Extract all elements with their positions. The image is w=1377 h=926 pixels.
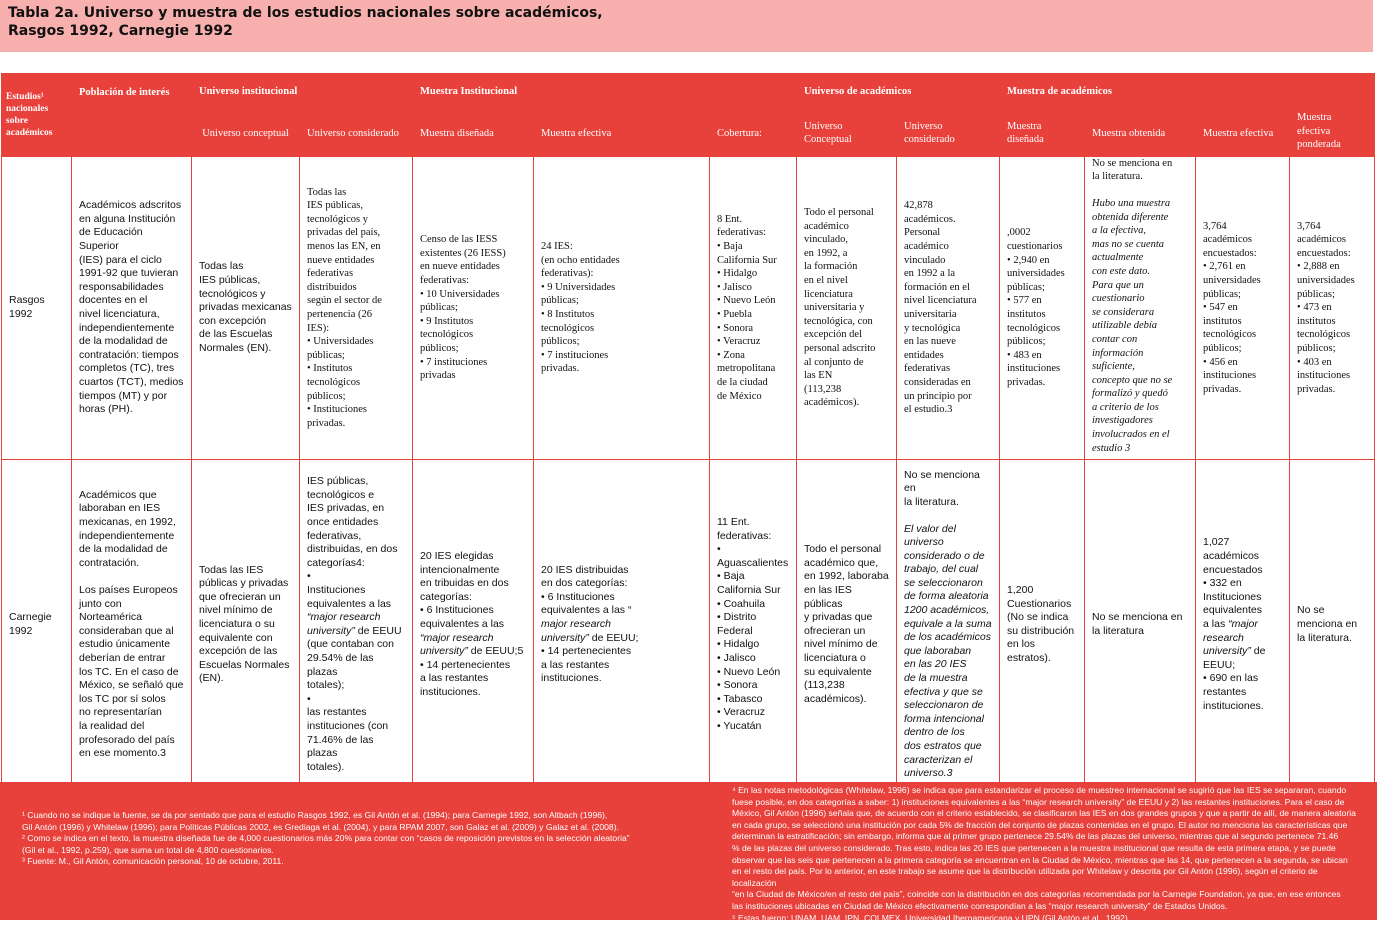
- row-universo-conceptual: Todas las IES públicas y privadas que ofrecieran un nivel mínimo de licenciatura o su equivalente con excepción de las Escuelas Normales (EN).: [192, 460, 300, 790]
- header-universo-institucional: Universo institucional: [192, 74, 413, 111]
- footnotes-right: ⁴ En las notas metodológicas (Whitelaw, 1996) se indica que para estandarizar el proceso de muestreo internacional se sugirió que las IES se separaran, cuando fuese posible, en dos categorías a saber: 1) instituciones equivalentes a las “major research university” de EEUU y 2) las restantes instituciones. Para el caso de México, Gil Antón (1996) señala que, de acuerdo con el criterio establecido, se clasificaron las IES en dos grandes grupos y que a partir de allí, de manera aleatoria en cada grupo, se seleccionó una institución por cada 5% de fracción del conjunto de plazas contenidas en el grupo. El autor no menciona las características que determinan la estratificación; sin embargo, informa que al primer grupo pertenece 29.54% de las plazas del universo, mientras que al segundo pertenece 71.46 % de las plazas del universo considerado. Tras esto, indica las 20 IES que pertenecen a la muestra institucional que resulta de esta primera etapa, y se puede observar que las seis que pertenecen a la primera categoría se encuentran en la Ciudad de México, mientras que las 14, que pertenecen a la segunda, se ubican en el resto del país. Por lo anterior, en este trabajo se asume que la distribución utilizada por Whitelaw y descrita por Gil Antón (1996), según el criterio de localización “en la Ciudad de México/en el resto del país”, coincide con la distribución en dos categorías recomendada por la Carnegie Foundation, ya que, en ese entonces las instituciones ubicadas en Ciudad de México efectivamente correspondían a las “major research university” de Estados Unidos. ⁵ Estas fueron: UNAM, UAM, IPN, COLMEX, Universidad Iberoamericana y UPN (Gil Antón et al., 1992).: [732, 785, 1356, 923]
- row-muestra-efectiva: [534, 460, 710, 790]
- muestra-efectiva-acad-text-italic: “major research university”: [1203, 617, 1258, 658]
- row-universo-considerado: [300, 460, 413, 790]
- table-title: Tabla 2a. Universo y muestra de los estudios nacionales sobre académicos, Rasgos 1992, Carnegie 1992: [8, 5, 603, 39]
- table-row: [2, 156, 1375, 459]
- header-muestra-disenada: Muestra diseñada: [413, 111, 534, 157]
- row-study: Carnegie 1992: [2, 460, 72, 790]
- universo-considerado-detail: El valor del universo considerado o de trabajo, del cual se seleccionaron de forma aleatoria 1200 académicos, equivale a la suma de los académicos que laboraban en las 20 IES de la muestra efectiva y que se seleccionaron de forma intencional dentro de los dos estratos que caracterizan el universo.3: [904, 522, 992, 780]
- row-muestra-ponderada: 3,764 académicos encuestados: • 2,888 en universidades públicas; • 473 en institutos tecnológicos públicos; • 403 en instituciones privadas.: [1290, 156, 1375, 459]
- header-universo-conceptual-acad: Universo Conceptual: [797, 111, 897, 157]
- row-muestra-obtenida: No se menciona en la literatura: [1085, 460, 1196, 790]
- header-row-groups: [2, 74, 1375, 111]
- row-population: Académicos que laboraban en IES mexicanas, en 1992, independientemente de la modalidad de contratación. Los países Europeos junto con Norteamérica consideraban que al estudio únicamente deberían de entrar los TC. En el caso de México, se señaló que los TC por sí solos no representarían la realidad del profesorado del país en ese momento.3: [72, 460, 192, 790]
- header-cobertura: Cobertura:: [710, 111, 797, 157]
- row-universo-considerado-acad: 42,878 académicos. Personal académico vinculado en 1992 a la formación en el nivel licenciatura universitaria y tecnológica en las nueve entidades federativas consideradas en un principio por el estudio.3: [897, 156, 1000, 459]
- header-muestra-obtenida: Muestra obtenida: [1085, 111, 1196, 157]
- muestra-obtenida-detail: Hubo una muestra obtenida diferente a la efectiva, mas no se cuenta actualmente con este dato. Para que un cuestionario se considerara utilizable debía contar con información suficiente, concepto que no se formalizó y quedó a criterio de los investigadores involucrados en el estudio 3: [1092, 197, 1173, 454]
- header-muestra-academicos: Muestra de académicos: [1000, 74, 1375, 111]
- row-universo-considerado-acad: [897, 460, 1000, 790]
- universo-considerado-note: No se menciona en la literatura.: [904, 468, 980, 508]
- title-band: [0, 0, 1373, 52]
- row-population: Académicos adscritos en alguna Institución de Educación Superior (IES) para el ciclo 1991-92 que tuvieran responsabilidades docentes en el nivel licenciatura, independientemente de la modalidad de contratación: tiempos completos (TC), tres cuartos (TCT), medios tiempos (MT) y por horas (PH).: [72, 156, 192, 459]
- row-muestra-efectiva-acad: [1196, 460, 1290, 790]
- row-universo-considerado: Todas las IES públicas, tecnológicos y privadas del país, menos las EN, en nueve entidades federativas distribuidos según el sector de pertenencia (26 IES): • Universidades públicas; • Institutos tecnológicos públicos; • Instituciones privadas.: [300, 156, 413, 459]
- header-muestra-institucional: Muestra Institucional: [413, 74, 797, 111]
- header-muestra-efectiva: Muestra efectiva: [534, 111, 710, 157]
- row-muestra-obtenida: [1085, 156, 1196, 459]
- muestra-efectiva-text-italic: major research university”: [541, 617, 612, 644]
- universo-considerado-text-italic: “major research university”: [307, 611, 381, 637]
- row-cobertura: 8 Ent. federativas: • Baja California Sur • Hidalgo • Jalisco • Nuevo León • Puebla • Sonora • Veracruz • Zona metropolitana de la ciudad de México: [710, 156, 797, 459]
- muestra-efectiva-acad-text-a: 1,027 académicos encuestados • 332 en Instituciones equivalentes a las: [1203, 536, 1263, 630]
- row-universo-conceptual-acad: Todo el personal académico vinculado, en 1992, a la formación en el nivel licenciatura universitaria y tecnológica, con excepción del personal adscrito al conjunto de las EN (113,238 académicos).: [797, 156, 897, 459]
- header-muestra-efectiva-ponderada: Muestra efectiva ponderada: [1290, 111, 1375, 157]
- universo-considerado-text-b: de EEUU (que contaban con 29.54% de las plazas totales); • las restantes instituciones (con 71.46% de las plazas totales).: [307, 624, 402, 773]
- row-muestra-efectiva-acad: 3,764 académicos encuestados: • 2,761 en universidades públicas; • 547 en institutos tecnológicos públicos; • 456 en instituciones privadas.: [1196, 156, 1290, 459]
- footnotes-left: ¹ Cuando no se indique la fuente, se da por sentado que para el estudio Rasgos 1992, es Gil Antón et al. (1994); para Carnegie 1992, son Altbach (1996), Gil Antón (1996) y Whitelaw (1996); para Políticas Públicas 2002, es Grediaga et al. (2004), y para RPAM 2007, son Galaz et al. (2009) y Galaz et al. (2008). ² Como se indica en el texto, la muestra diseñada fue de 4,000 cuestionarios más 20% para contar con “casos de reposición previstos en la selección aleatoria” (Gil et al., 1992, p.259), que suma un total de 4,800 cuestionarios. ³ Fuente: M., Gil Antón, comunicación personal, 10 de octubre, 2011.: [22, 810, 630, 867]
- muestra-obtenida-note: No se menciona en la literatura.: [1092, 157, 1173, 183]
- header-muestra-disenada-acad: Muestra diseñada: [1000, 111, 1085, 157]
- table-row: [2, 460, 1375, 790]
- row-universo-conceptual: Todas las IES públicas, tecnológicos y privadas mexicanas con excepción de las Escuelas Normales (EN).: [192, 156, 300, 459]
- muestra-disenada-text-italic: “major research university”: [420, 631, 494, 658]
- header-population: Población de interés: [72, 74, 192, 111]
- row-muestra-ponderada: No se menciona en la literatura.: [1290, 460, 1375, 790]
- header-population-blank: [72, 111, 192, 157]
- row-muestra-disenada: [413, 460, 534, 790]
- muestra-disenada-text-b: de EEUU;5 • 14 pertenecientes a las restantes instituciones.: [420, 645, 524, 698]
- header-studies: Estudios¹ nacionales sobre académicos: [2, 74, 72, 157]
- muestra-disenada-text-a: 20 IES elegidas intencionalmente en tribuidas en dos categorías: • 6 Instituciones equivalentes a las: [420, 549, 509, 630]
- row-study: Rasgos 1992: [2, 156, 72, 459]
- studies-table: [1, 73, 1375, 790]
- row-universo-conceptual-acad: Todo el personal académico que, en 1992, laboraba en las IES públicas y privadas que ofrecieran un nivel mínimo de licenciatura o su equivalente (113,238 académicos).: [797, 460, 897, 790]
- header-universo-considerado-acad: Universo considerado: [897, 111, 1000, 157]
- footnotes-band: [0, 782, 1377, 923]
- row-muestra-efectiva: 24 IES: (en ocho entidades federativas): • 9 Universidades públicas; • 8 Institutos tecnológicos públicos; • 7 instituciones privadas.: [534, 156, 710, 459]
- muestra-efectiva-acad-text-b: de EEUU; • 690 en las restantes instituciones.: [1203, 645, 1266, 712]
- header-universo-conceptual: Universo conceptual: [192, 111, 300, 157]
- header-row-columns: [2, 111, 1375, 157]
- row-muestra-disenada-acad: ,0002 cuestionarios • 2,940 en universidades públicas; • 577 en institutos tecnológicos públicos; • 483 en instituciones privadas.: [1000, 156, 1085, 459]
- header-muestra-efectiva-acad: Muestra efectiva: [1196, 111, 1290, 157]
- header-universo-academicos: Universo de académicos: [797, 74, 1000, 111]
- row-muestra-disenada: Censo de las IESS existentes (26 IESS) en nueve entidades federativas: • 10 Universidades públicas; • 9 Institutos tecnológicos públicos; • 7 instituciones privadas: [413, 156, 534, 459]
- row-cobertura: 11 Ent. federativas: • Aguascalientes • Baja California Sur • Coahuila • Distrito Federal • Hidalgo • Jalisco • Nuevo León • Sonora • Tabasco • Veracruz • Yucatán: [710, 460, 797, 790]
- universo-considerado-text-a: IES públicas, tecnológicos e IES privadas, en once entidades federativas, distribuidas, en dos categorías4: • Instituciones equivalentes a las: [307, 475, 398, 610]
- row-muestra-disenada-acad: 1,200 Cuestionarios (No se indica su distribución en los estratos).: [1000, 460, 1085, 790]
- muestra-efectiva-text-a: 20 IES distribuidas en dos categorías: • 6 Instituciones equivalentes a las “: [541, 563, 632, 617]
- muestra-efectiva-text-b: de EEUU; • 14 pertenecientes a las restantes instituciones.: [541, 631, 639, 685]
- header-universo-considerado: Universo considerado: [300, 111, 413, 157]
